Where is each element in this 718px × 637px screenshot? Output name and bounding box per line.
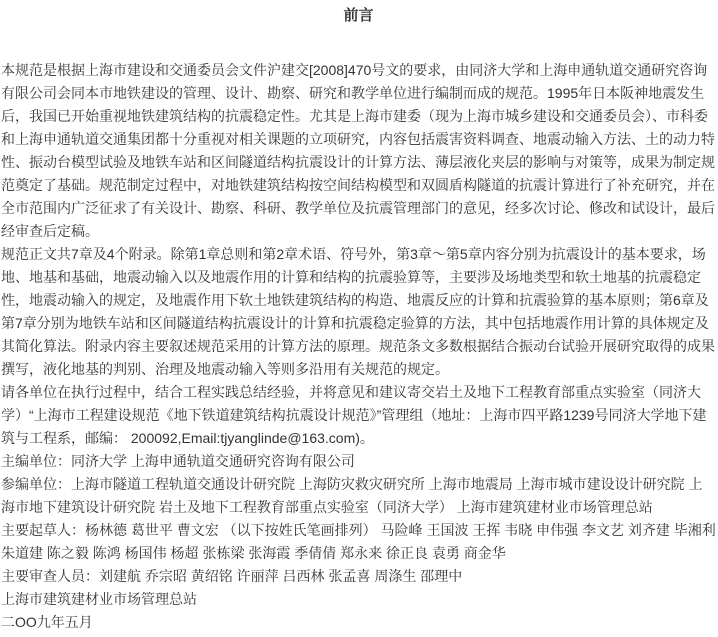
credit-line-date: 二OO九年五月 [1,614,93,630]
credit-line-participating-units: 参编单位：上海市隧道工程轨道交通设计研究院 上海防灾救灾研究所 上海市地震局 上海市城市建设设计研究院 上海市地下建筑设计研究院 岩土及地下工程教育部重点实验室（同济大学） 上海市建筑建材业市场管理总站 [1,476,703,515]
document-body [1,59,716,634]
credit-line-main-reviewers: 主要审查人员：刘建航 乔宗昭 黄绍铭 许丽萍 吕西林 张孟喜 周涤生 邵理中 [1,568,463,584]
credit-line-chief-editing-unit: 主编单位：同济大学 上海申通轨道交通研究咨询有限公司 [1,453,355,469]
credit-line-main-drafters: 主要起草人：杨林德 葛世平 曹文宏 （以下按姓氏笔画排列） 马险峰 王国波 王挥 韦晓 申伟强 李文艺 刘齐建 毕湘利 朱道建 陈之毅 陈鸿 杨国伟 杨超 张栋梁 张海霞 季倩倩 郑永来 徐正良 袁勇 商金华 [1,522,716,561]
credit-line-issuing-organization: 上海市建筑建材业市场管理总站 [1,591,197,607]
document-title: 前言 [343,7,374,24]
paragraph-basis-and-background: 本规范是根据上海市建设和交通委员会文件沪建交[2008]470号文的要求，由同济大学和上海申通轨道交通研究咨询有限公司会同本市地铁建设的管理、设计、勘察、研究和教学单位进行编制而成的规范。1995年日本阪神地震发生后，我国已开始重视地铁建筑结构的抗震稳定性。尤其是上海市建委（现为上海市城乡建设和交通委员会）、市科委和上海申通轨道交通集团都十分重视对相关课题的立项研究，内容包括震害资料调查、地震动输入方法、土的动力特性、振动台模型试验及地铁车站和区间隧道结构抗震设计的计算方法、薄层液化夹层的影响与对策等，成果为制定规范奠定了基础。规范制定过程中，对地铁建筑结构按空间结构模型和双圆盾构隧道的抗震计算进行了补充研究，并在全市范围内广泛征求了有关设计、勘察、科研、教学单位及抗震管理部门的意见，经多次讨论、修改和试设计，最后经审查后定稿。 [1,62,715,239]
paragraph-feedback-request: 请各单位在执行过程中，结合工程实践总结经验，并将意见和建议寄交岩土及地下工程教育部重点实验室（同济大学）“上海市工程建设规范《地下铁道建筑结构抗震设计规范》”管理组（地址：上海市四平路1239号同济大学地下建筑与工程系，邮编： 200092,Email:tjyanglinde@163.com)。 [1,384,707,446]
paragraph-structure-of-specification: 规范正文共7章及4个附录。除第1章总则和第2章术语、符号外，第3章～第5章内容分别为抗震设计的基本要求，场地、地基和基础，地震动输入以及地震作用的计算和结构的抗震验算等，主要涉及场地类型和软土地基的抗震稳定性，地震动输入的规定，及地震作用下软土地铁建筑结构的构造、地震反应的计算和抗震验算的基本原则；第6章及第7章分别为地铁车站和区间隧道结构抗震设计的计算和抗震稳定验算的方法，其中包括地震作用计算的具体规定及其简化算法。附录内容主要叙述规范采用的计算方法的原理。规范条文多数根据结合振动台试验开展研究取得的成果撰写，液化地基的判别、治理及地震动输入等则多沿用有关规范的规定。 [1,246,715,377]
